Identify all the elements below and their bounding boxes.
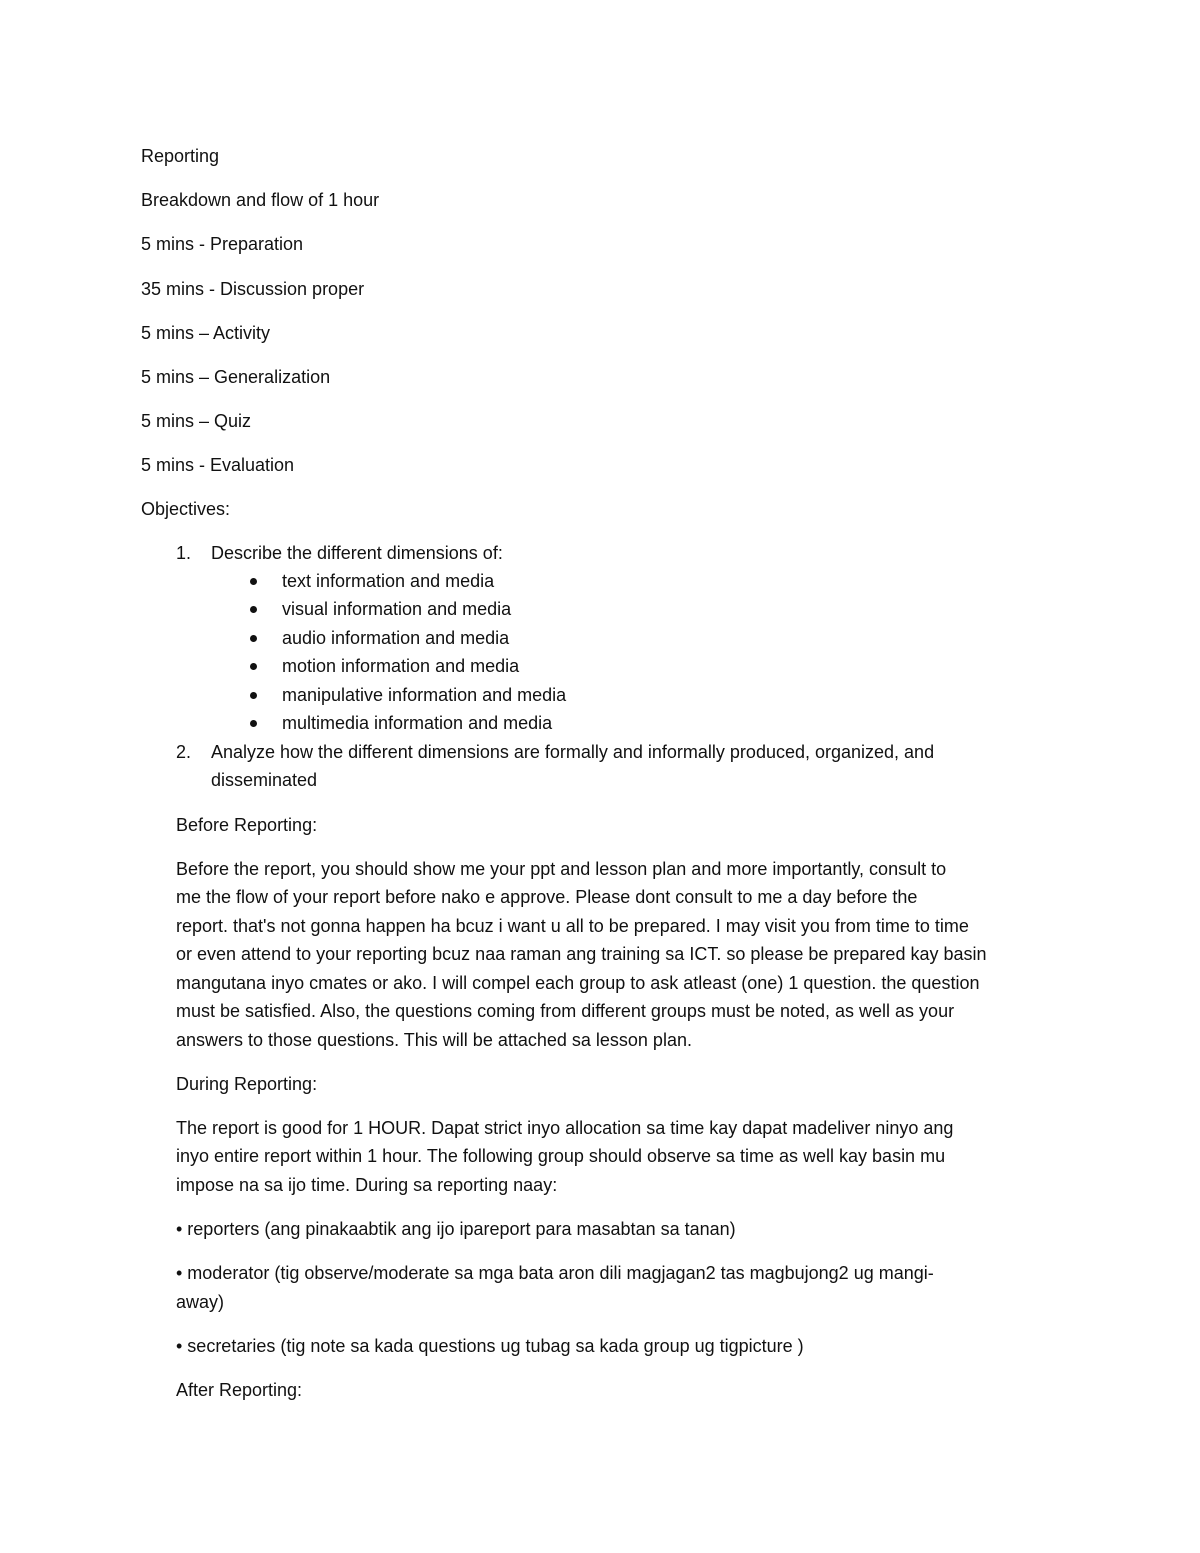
paragraph-line: inyo entire report within 1 hour. The following group should observe sa time as well kay basin mu [176, 1146, 946, 1166]
during-reporting-heading: During Reporting: [176, 1074, 318, 1094]
bullet-icon [250, 606, 257, 613]
paragraph-line: or even attend to your reporting bcuz naa raman ang training sa ICT. so please be prepared kay basin [176, 944, 987, 964]
paragraph-line: must be satisfied. Also, the questions coming from different groups must be noted, as well as your [176, 1001, 955, 1021]
paragraph-line: me the flow of your report before nako e approve. Please dont consult to me a day before the [176, 887, 918, 907]
objective-number: 2. [176, 742, 192, 762]
objective-bullet: visual information and media [282, 599, 512, 619]
objective-bullet: multimedia information and media [282, 713, 553, 733]
bullet-icon [250, 720, 257, 727]
bullet-icon [250, 663, 257, 670]
role-item: • moderator (tig observe/moderate sa mga bata aron dili magjagan2 tas magbujong2 ug mangi- [176, 1263, 934, 1283]
role-item: • reporters (ang pinakaabtik ang ijo ipareport para masabtan sa tanan) [176, 1219, 736, 1239]
objective-bullet: text information and media [282, 571, 495, 591]
objective-text-continued: disseminated [211, 770, 318, 790]
bullet-icon [250, 635, 257, 642]
bullet-icon [250, 692, 257, 699]
paragraph-line: answers to those questions. This will be attached sa lesson plan. [176, 1030, 692, 1050]
after-reporting-heading: After Reporting: [176, 1380, 303, 1400]
role-item: • secretaries (tig note sa kada questions ug tubag sa kada group ug tigpicture ) [176, 1336, 804, 1356]
schedule-item: 5 mins – Activity [141, 323, 271, 343]
paragraph-line: impose na sa ijo time. During sa reporting naay: [176, 1175, 558, 1195]
schedule-item: 5 mins - Evaluation [141, 455, 295, 475]
schedule-item: 35 mins - Discussion proper [141, 279, 365, 299]
document-title: Reporting [141, 146, 220, 166]
paragraph-line: mangutana inyo cmates or ako. I will compel each group to ask atleast (one) 1 question. the question [176, 973, 980, 993]
objective-bullet: manipulative information and media [282, 685, 567, 705]
objectives-heading: Objectives: [141, 499, 231, 519]
objective-number: 1. [176, 543, 192, 563]
bullet-icon [250, 578, 257, 585]
objective-bullet: motion information and media [282, 656, 520, 676]
objective-text: Describe the different dimensions of: [211, 543, 503, 563]
paragraph-line: Before the report, you should show me your ppt and lesson plan and more importantly, consult to [176, 859, 947, 879]
paragraph-line: report. that's not gonna happen ha bcuz i want u all to be prepared. I may visit you from time to time [176, 916, 969, 936]
schedule-item: 5 mins – Quiz [141, 411, 252, 431]
schedule-item: 5 mins – Generalization [141, 367, 331, 387]
schedule-item: 5 mins - Preparation [141, 234, 304, 254]
before-reporting-heading: Before Reporting: [176, 815, 318, 835]
paragraph-line: The report is good for 1 HOUR. Dapat strict inyo allocation sa time kay dapat madeliver ninyo ang [176, 1118, 954, 1138]
objective-text: Analyze how the different dimensions are formally and informally produced, organized, and [211, 742, 935, 762]
role-item-continued: away) [176, 1292, 225, 1312]
objective-bullet: audio information and media [282, 628, 510, 648]
breakdown-heading: Breakdown and flow of 1 hour [141, 190, 380, 210]
